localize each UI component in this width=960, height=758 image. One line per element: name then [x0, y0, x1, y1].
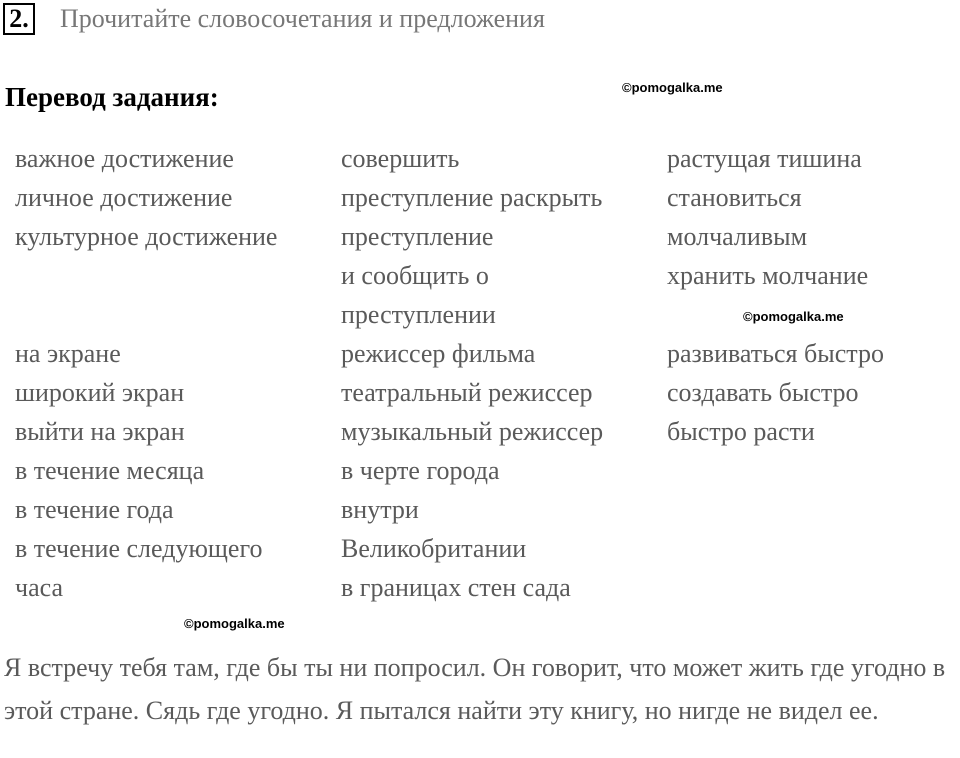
- list-item: [15, 256, 277, 295]
- list-item: в течение следующего: [15, 534, 263, 563]
- list-item: театральный режиссер: [341, 378, 593, 407]
- list-item: развиваться быстро: [667, 339, 884, 368]
- task-number: 2.: [3, 3, 35, 35]
- list-item: в течение года: [15, 495, 174, 524]
- phrase-column-1: [15, 139, 277, 607]
- watermark: ©pomogalka.me: [184, 616, 285, 631]
- list-item: преступлении: [341, 300, 496, 329]
- list-item: на экране: [15, 339, 121, 368]
- list-item: молчаливым: [667, 222, 808, 251]
- list-item: совершить: [341, 144, 460, 173]
- list-item: хранить молчание: [667, 261, 869, 290]
- list-item: [667, 295, 884, 334]
- list-item: важное достижение: [15, 144, 234, 173]
- list-item: Великобритании: [341, 534, 527, 563]
- phrase-column-3: [667, 139, 884, 451]
- phrase-column-2: [341, 139, 603, 607]
- list-item: растущая тишина: [667, 144, 862, 173]
- list-item: быстро расти: [667, 417, 815, 446]
- list-item: в течение месяца: [15, 456, 205, 485]
- list-item: личное достижение: [15, 183, 233, 212]
- list-item: широкий экран: [15, 378, 185, 407]
- list-item: часа: [15, 573, 64, 602]
- list-item: режиссер фильма: [341, 339, 536, 368]
- list-item: в черте города: [341, 456, 500, 485]
- task-title: Прочитайте словосочетания и предложения: [60, 4, 545, 33]
- translation-paragraph: Я встречу тебя там, где бы ты ни попросил. Он говорит, что может жить где угодно в этой стране. Сядь где угодно. Я пытался найти эту книгу, но нигде не видел ее.: [4, 653, 946, 725]
- list-item: создавать быстро: [667, 378, 859, 407]
- list-item: в границах стен сада: [341, 573, 571, 602]
- watermark: ©pomogalka.me: [743, 309, 844, 324]
- list-item: и сообщить о: [341, 261, 489, 290]
- list-item: культурное достижение: [15, 222, 278, 251]
- list-item: становиться: [667, 183, 802, 212]
- list-item: [15, 295, 277, 334]
- list-item: внутри: [341, 495, 419, 524]
- translation-heading: Перевод задания:: [5, 82, 219, 112]
- watermark: ©pomogalka.me: [622, 80, 723, 95]
- list-item: преступление: [341, 222, 494, 251]
- list-item: музыкальный режиссер: [341, 417, 604, 446]
- list-item: преступление раскрыть: [341, 183, 603, 212]
- list-item: выйти на экран: [15, 417, 185, 446]
